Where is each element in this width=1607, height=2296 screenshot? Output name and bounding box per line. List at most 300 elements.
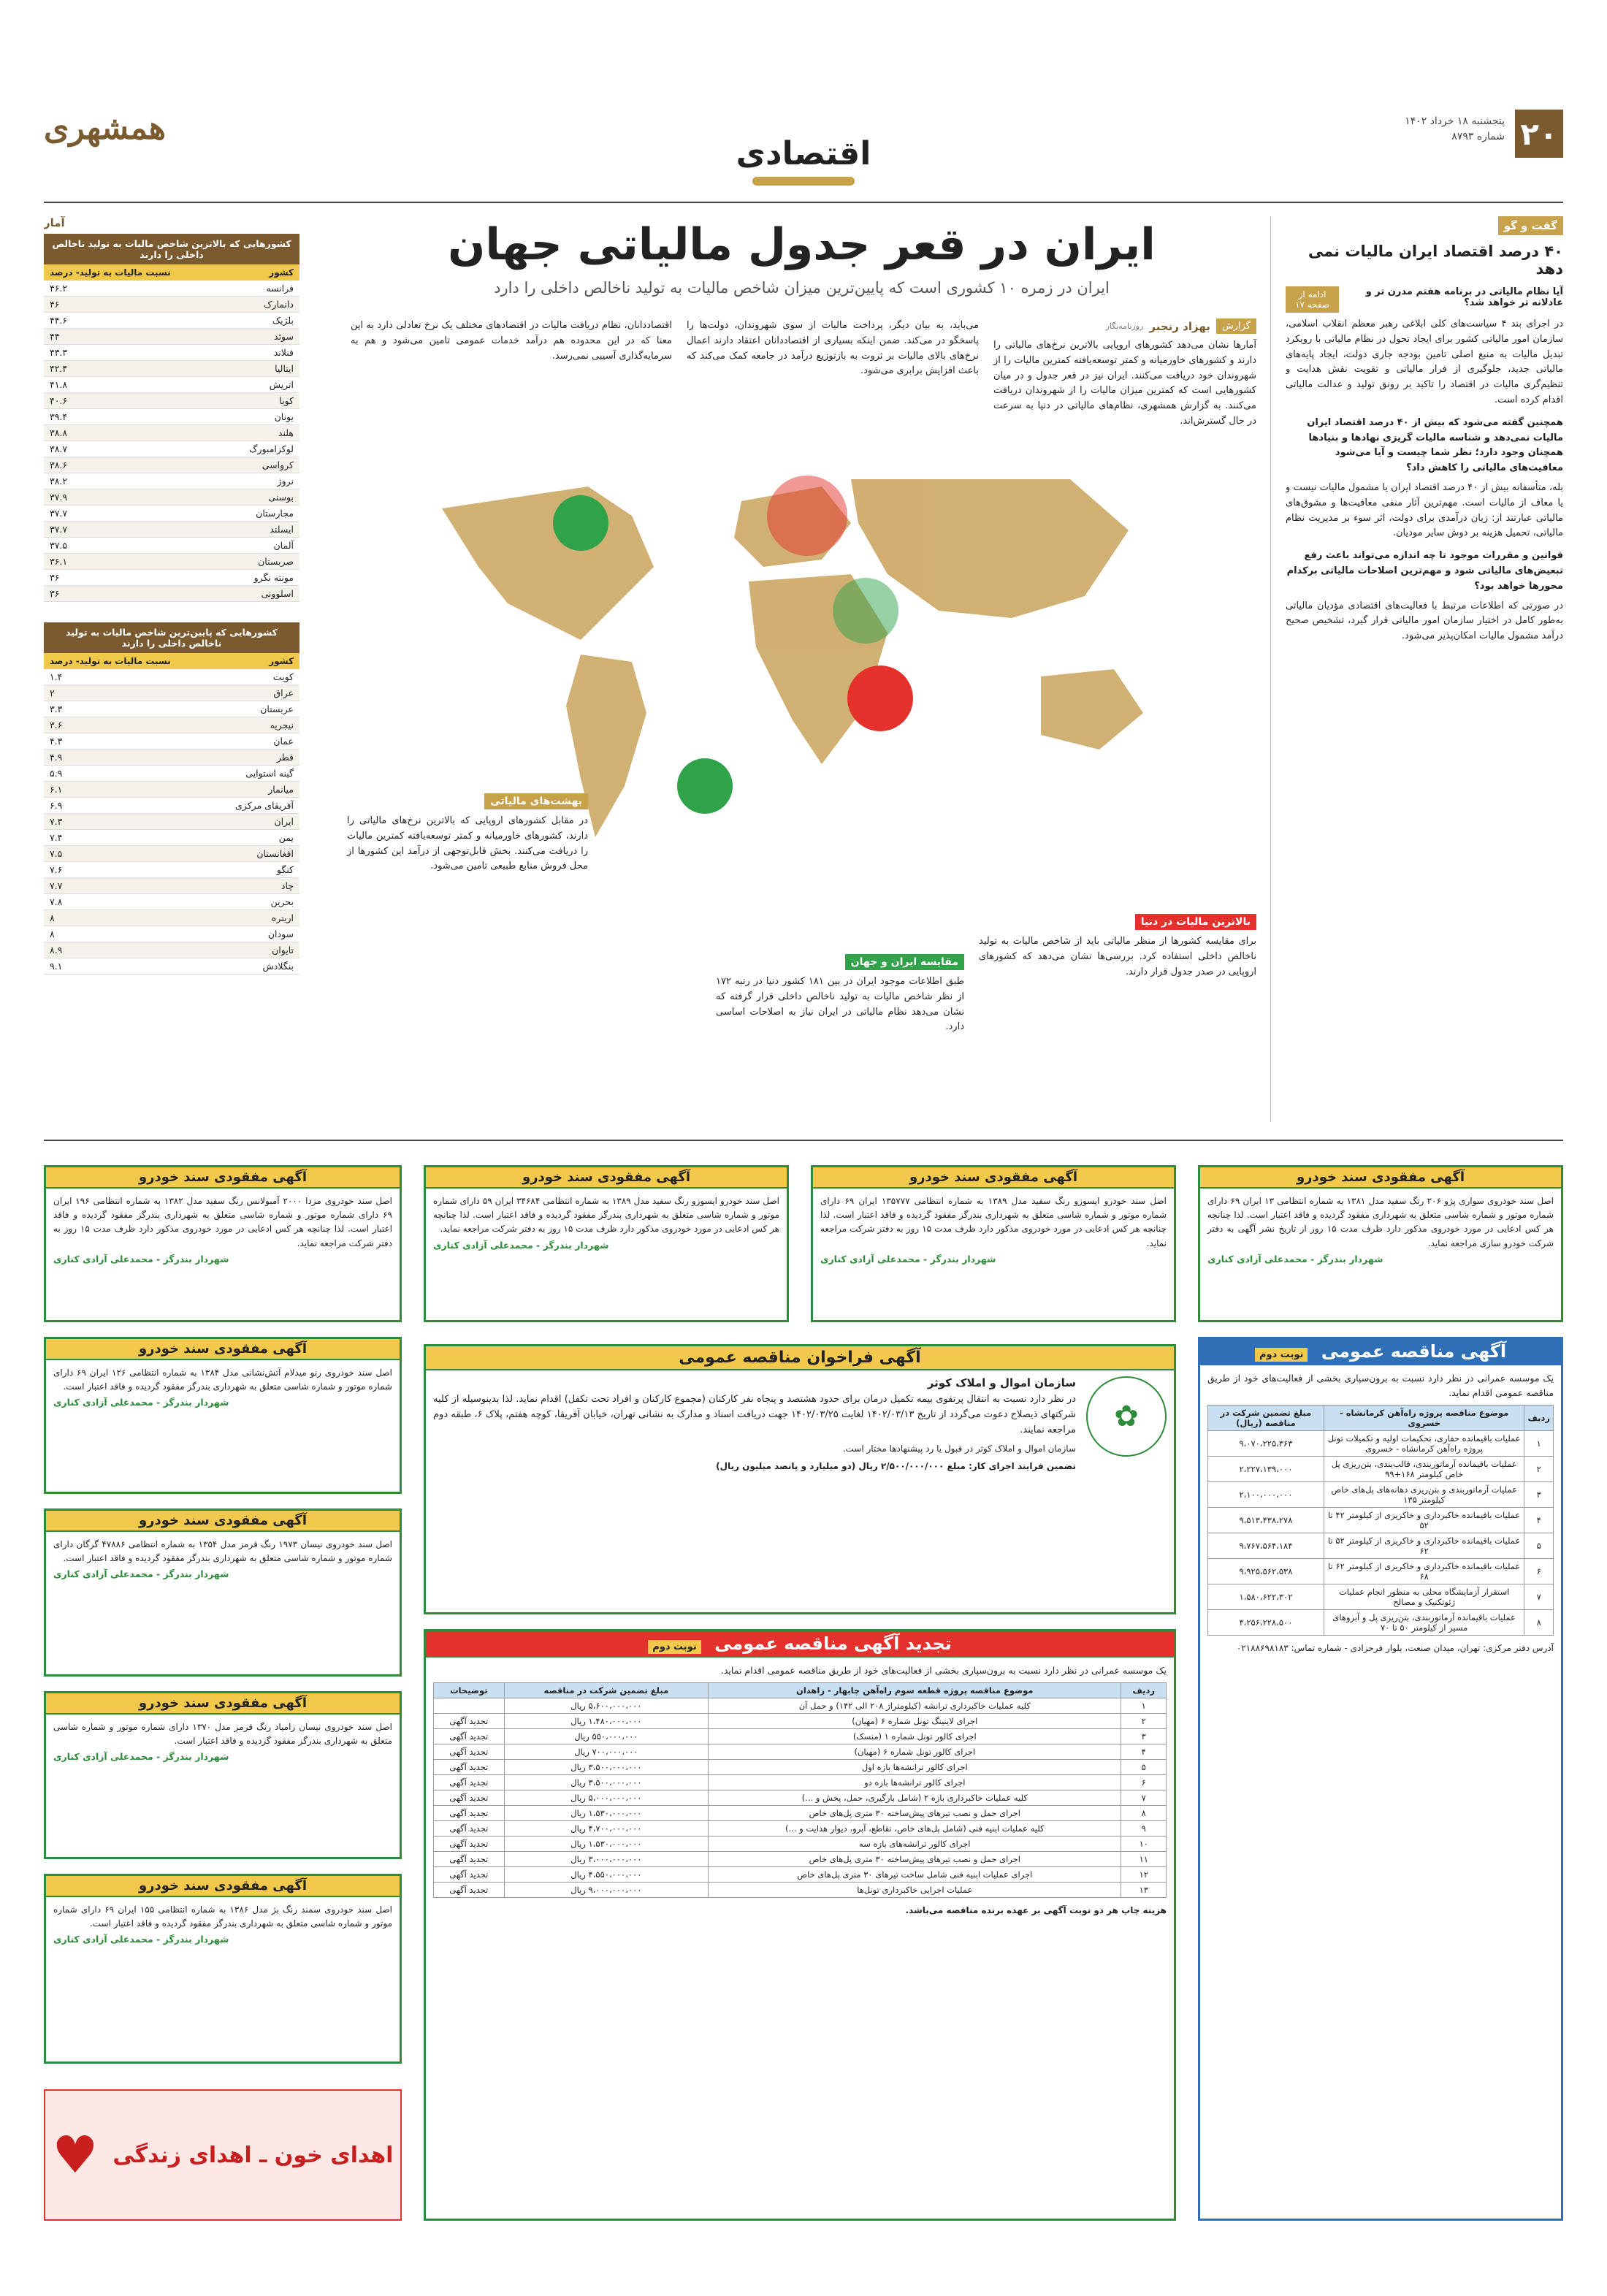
lost-doc-ad-body: اصل سند خودروی سواری پژو ۲۰۶ رنگ سفید مدل ۱۳۸۱ به شماره انتظامی ۱۳ ایران ۶۹ دارای شماره موتور و شماره شاسی متعلق به شهرداری مفقود گردیده و فاقد اعتبار است. لذا چنانچه هر کس ادعایی در مورد خودروی مذکور دارد ظرف مدت ۱۵ روز از تاریخ نشر آگهی به دفتر شرکت خودرو سازی مراجعه نماید. (1207, 1196, 1554, 1248)
tender-call-title: آگهی فراخوان مناقصه عمومی (426, 1346, 1174, 1370)
table-cell: ۸ (1524, 1610, 1554, 1636)
table-cell: ۹،۷۶۷،۵۶۴،۱۸۴ (1208, 1533, 1324, 1559)
table-row (44, 750, 299, 766)
table-header-cell: ردیف (1524, 1406, 1554, 1431)
table-row (44, 570, 299, 586)
table-row (44, 313, 299, 329)
page-header (44, 110, 1563, 175)
table-row (44, 425, 299, 441)
tender-call-body: در نظر دارد نسبت به انتقال پرتفوی بیمه تکمیل درمان برای حدود هشتصد و پنجاه نفر کارکنان (مجموع کارکنان و افراد تحت تکفل) اقدام نماید. لذا بدینوسیله از کلیه شرکتهای ذیصلاح دعوت می‌گردد از تاریخ ۱۴۰۲/۰۳/۱۳ لغایت ۱۴۰۲/۰۳/۲۵ جهت دریافت اسناد و مدارک به نشانی تهران، خیابان آفریقا، کوچه هفتم، پلاک ۶، طبقه دوم مراجعه نمایند. (433, 1394, 1076, 1435)
table-high-title: کشورهایی که بالاترین شاخص مالیات به تولید ناخالص داخلی را دارند (44, 234, 299, 264)
opinion-title: ۴۰ درصد اقتصاد ایران مالیات نمی دهد (1308, 243, 1563, 278)
lost-doc-ad-title: آگهی مفقودی سند خودرو (46, 1339, 400, 1360)
table-row (44, 878, 299, 894)
tax-ratio: ۳۷.۷ (50, 524, 68, 535)
blood-donation-text: اهدای خون ـ اهدای زندگی (112, 2142, 394, 2168)
table-row (44, 910, 299, 926)
country-name: نیجریه (270, 720, 294, 731)
country-name: کویت (272, 671, 294, 682)
lost-doc-ad-signature: شهردار بندرگز - محمدعلی آزادی کناری (433, 1239, 609, 1251)
callout-top-tax (979, 914, 1256, 980)
header-divider (44, 202, 1563, 203)
lost-doc-ad-body: اصل سند خودروی نیسان زامیاد رنگ قرمز مدل ۱۳۷۰ دارای شماره موتور و شماره شاسی متعلق به شهرداری بندرگز مفقود گردیده و فاقد اعتبار است. (53, 1722, 392, 1747)
tax-ratio: ۳۸.۷ (50, 443, 68, 454)
opinion-text-3: در صورتی که اطلاعات مرتبط با فعالیت‌های اقتصادی مؤدیان مالیاتی به‌طور کامل در اختیار سازمان امور مالیاتی قرار گیرد، تشخیص صحیح درآمد مشمول مالیات امکان‌پذیر می‌شود. (1286, 600, 1563, 642)
tender-right-intro: یک موسسه عمرانی در نظر دارد نسبت به برون‌سپاری بخشی از فعالیت‌های خود از طریق مناقصه عمومی اقدام نماید. (1207, 1373, 1554, 1398)
table-row (44, 473, 299, 489)
country-name: تایوان (272, 945, 294, 956)
country-name: بوسنی (268, 492, 294, 503)
country-name: یونان (274, 411, 294, 422)
table-cell: عملیات باقیمانده آرماتوربندی، بتن‌ریزی پل و آبروهای مسیر از کیلومتر ۵۰ تا ۷۰ (1324, 1610, 1524, 1636)
author-role: روزنامه‌نگار (1105, 321, 1144, 331)
country-name: عراق (273, 687, 294, 698)
tax-ratio: ۵.۹ (50, 768, 63, 779)
table-row (44, 798, 299, 814)
table-row (434, 1790, 1167, 1806)
tax-ratio: ۹.۱ (50, 961, 63, 972)
tax-ratio: ۳۸.۶ (50, 459, 68, 470)
table-row (434, 1867, 1167, 1883)
tax-ratio: ۷.۷ (50, 880, 63, 891)
tender-right-title (1200, 1339, 1561, 1365)
lost-doc-ad-title: آگهی مفقودی سند خودرو (1200, 1167, 1561, 1189)
table-row (434, 1714, 1167, 1729)
tender-right-footer: آدرس دفتر مرکزی: تهران، میدان صنعت، بلوار فرحزادی - شماره تماس: ۰۲۱۸۸۶۹۸۱۸۳ (1236, 1643, 1554, 1653)
table-header-cell: ردیف (1121, 1683, 1167, 1698)
article-title: ایران در قعر جدول مالیاتی جهان (448, 219, 1156, 270)
middle-east-highlight (833, 578, 898, 644)
tax-ratio: ۴۱.۸ (50, 379, 68, 390)
col-country: کشور (269, 656, 294, 666)
table-cell: اجرای حمل و نصب تیرهای پیش‌ساخته ۳۰ متری پل‌های خاص (709, 1806, 1121, 1821)
lost-doc-ad (44, 1691, 402, 1859)
opinion-label: گفت و گو (1498, 216, 1563, 235)
tax-ratio: ۴۴.۶ (50, 315, 68, 326)
table-cell: ۵۵۰،۰۰۰،۰۰۰ ریال (504, 1729, 708, 1744)
table-row (44, 281, 299, 297)
country-name: هلند (278, 427, 294, 438)
table-row (44, 958, 299, 975)
main-article (347, 216, 1256, 1122)
tender-right-badge: نوبت دوم (1255, 1348, 1308, 1362)
tax-ratio: ۳.۶ (50, 720, 63, 731)
table-cell: ۲،۲۲۷،۱۳۹،۰۰۰ (1208, 1457, 1324, 1482)
table-cell: تجدید آگهی (434, 1714, 505, 1729)
tax-ratio: ۳۷.۹ (50, 492, 68, 503)
table-row (44, 345, 299, 361)
table-cell: ۶ (1121, 1775, 1167, 1790)
col-country: کشور (269, 267, 294, 278)
table-header-cell: توضیحات (434, 1683, 505, 1698)
country-name: اتریش (269, 379, 294, 390)
lost-doc-ad-signature: شهردار بندرگز - محمدعلی آزادی کناری (53, 1253, 229, 1265)
table-cell: ۴ (1524, 1508, 1554, 1533)
table-high-header (44, 264, 299, 281)
table-cell: تجدید آگهی (434, 1821, 505, 1837)
table-row (44, 894, 299, 910)
table-cell: تجدید آگهی (434, 1744, 505, 1760)
table-cell: ۳ (1524, 1482, 1554, 1508)
country-name: اسلوونی (261, 588, 294, 599)
table-header-cell: موضوع مناقصه پروژه قطعه سوم راه‌آهن چابهار - زاهدان (709, 1683, 1121, 1698)
table-cell: ۱۳ (1121, 1883, 1167, 1898)
table-cell: اجرای لاینینگ تونل شماره ۶ (مهیان) (709, 1714, 1121, 1729)
table-cell: عملیات آرماتوربندی و بتن‌ریزی دهانه‌های پل‌های خاص کیلومتر ۱۳۵ (1324, 1482, 1524, 1508)
table-row (44, 782, 299, 798)
table-cell: تجدید آگهی (434, 1790, 505, 1806)
date-line (1405, 114, 1505, 145)
table-cell: تجدید آگهی (434, 1837, 505, 1852)
tax-ratio: ۷.۵ (50, 848, 63, 859)
table-row (44, 926, 299, 942)
table-row (44, 830, 299, 846)
table-cell: اجرای کالور تونل شماره ۱ (منسک) (709, 1729, 1121, 1744)
table-row (44, 489, 299, 506)
iran-coin-icon (677, 758, 733, 814)
country-name: آلمان (273, 540, 294, 551)
country-name: کنگو (276, 864, 294, 875)
tax-ratio: ۸ (50, 928, 55, 939)
tax-ratio: ۳۸.۸ (50, 427, 68, 438)
tender-call-ad (424, 1344, 1176, 1614)
table-row (44, 457, 299, 473)
table-cell: ۱۲ (1121, 1867, 1167, 1883)
table-row (1208, 1482, 1554, 1508)
country-name: کرواسی (262, 459, 294, 470)
table-cell: ۱ (1121, 1698, 1167, 1714)
lost-doc-ad (44, 1509, 402, 1677)
table-row (44, 862, 299, 878)
tax-ratio: ۶.۱ (50, 784, 63, 795)
table-cell: عملیات باقیمانده آرماتوربندی، قالب‌بندی، بتن‌ریزی پل خاص کیلومتر ۱۶۸+۹۹ (1324, 1457, 1524, 1482)
continue-link[interactable]: ادامه از صفحه ۱۷ (1286, 286, 1339, 313)
table-row (434, 1821, 1167, 1837)
table-cell: ۲ (1121, 1714, 1167, 1729)
table-cell: ۴،۲۵۶،۲۲۸،۵۰۰ (1208, 1610, 1324, 1636)
tender-right-ad (1198, 1337, 1563, 2221)
table-cell: ۲،۱۰۰،۰۰۰،۰۰۰ (1208, 1482, 1324, 1508)
table-cell: ۳ (1121, 1729, 1167, 1744)
table-row (434, 1806, 1167, 1821)
table-row (434, 1837, 1167, 1852)
table-row (44, 814, 299, 830)
lost-doc-ad-title: آگهی مفقودی سند خودرو (813, 1167, 1174, 1189)
callout-tax-havens-title: بهشت‌های مالیاتی (484, 793, 588, 809)
country-name: فرانسه (266, 283, 294, 294)
blood-donation-ad (44, 2089, 402, 2221)
tax-ratio: ۱.۴ (50, 671, 63, 682)
table-cell: ۹،۵۱۳،۴۳۸،۲۷۸ (1208, 1508, 1324, 1533)
lost-doc-ad-body: اصل سند خودروی سمند رنگ بژ مدل ۱۳۸۶ به شماره انتظامی ۱۵۵ ایران ۶۹ دارای شماره موتور و شماره شاسی متعلق به شهرداری بندرگز مفقود گردیده و فاقد اعتبار است. (53, 1904, 392, 1929)
lost-doc-ad-title: آگهی مفقودی سند خودرو (46, 1167, 400, 1189)
tax-ratio: ۴۳.۳ (50, 347, 68, 358)
table-row (44, 669, 299, 685)
opinion-text-2: بله، متأسفانه بیش از ۴۰ درصد اقتصاد ایران یا مشمول مالیات نیست و یا معاف از مالیات است. مهم‌ترین آثار منفی معافیت‌ها و مشوق‌های مالیاتی عبارتند از: زیان درآمدی برای دولت، اثر سوء بر مدیریت نظام مالیاتی، تحمیل هزینه بر دوش سایر مودیان. (1286, 481, 1563, 539)
table-cell: کلیه عملیات خاکبرداری بازه ۲ (شامل بارگیری، حمل، پخش و ...) (709, 1790, 1121, 1806)
lost-doc-ad-body: اصل سند خودروی نیسان ۱۹۷۳ رنگ قرمز مدل ۱۳۵۴ به شماره انتظامی ۴۷۸۸۶ گرگان دارای شماره موتور و شماره شاسی متعلق به شهرداری بندرگز مفقود گردیده و فاقد اعتبار است. (53, 1539, 393, 1564)
table-cell: عملیات باقیمانده حفاری، تحکیمات اولیه و تکمیلات تونل پروژه راه‌آهن کرمانشاه - خسروی (1324, 1431, 1524, 1457)
table-cell: تجدید آگهی (434, 1883, 505, 1898)
lost-doc-ad-signature: شهردار بندرگز - محمدعلی آزادی کناری (53, 1934, 229, 1945)
lost-doc-ad (811, 1165, 1176, 1322)
table-row (44, 766, 299, 782)
tax-ratio: ۴۴ (50, 331, 60, 342)
section-title: اقتصادی (736, 135, 871, 172)
table-cell: ۱ (1524, 1431, 1554, 1457)
tax-ratio: ۴۰.۶ (50, 395, 68, 406)
table-cell: ۴،۷۰۰،۰۰۰،۰۰۰ ریال (504, 1821, 708, 1837)
country-name: نروژ (277, 476, 294, 487)
tax-ratio: ۴.۳ (50, 736, 63, 747)
country-name: ایران (274, 816, 294, 827)
table-low-body (44, 669, 299, 975)
table-cell: ۵ (1121, 1760, 1167, 1775)
section-underline (752, 177, 855, 186)
paper-logo: همشهری (44, 110, 166, 147)
green-coin-icon (553, 495, 608, 551)
table-cell: عملیات باقیمانده خاکبرداری و خاکریزی از کیلومتر ۴۲ تا ۵۲ (1324, 1508, 1524, 1533)
table-cell: ۱،۴۸۰،۰۰۰،۰۰۰ ریال (504, 1714, 708, 1729)
table-cell: ۱۰ (1121, 1837, 1167, 1852)
country-name: اریتره (271, 912, 294, 923)
tender-renewal-intro: یک موسسه عمرانی در نظر دارد نسبت به برون‌سپاری بخشی از فعالیت‌های خود از طریق مناقصه عمومی اقدام نماید. (720, 1665, 1167, 1676)
country-name: یمن (278, 832, 294, 843)
table-header-cell: مبلغ تضمین شرکت در مناقصه (504, 1683, 708, 1698)
table-cell (434, 1698, 505, 1714)
tax-ratio: ۳۷.۷ (50, 508, 68, 519)
table-row (434, 1729, 1167, 1744)
tax-ratio: ۷.۶ (50, 864, 63, 875)
article-body-3: اقتصاددانان، نظام دریافت مالیات در اقتصادهای مختلف یک نرخ تعادلی دارد به این معنا که در این محدوده هم درآمد خدمات عمومی تامین می‌شود و هم به سرمایه‌گذاری آسیبی نمی‌رسد. (351, 320, 672, 362)
table-cell: ۹،۰۷۰،۲۲۵،۳۶۳ (1208, 1431, 1324, 1457)
table-row (44, 393, 299, 409)
table-row (1208, 1610, 1554, 1636)
lost-doc-ad-body: اصل سند خودرو ایسوزو رنگ سفید مدل ۱۳۸۹ به شماره انتظامی ۱۳۵۷۷۷ ایران ۶۹ دارای شماره موتور و شماره شاسی متعلق به شهرداری بندرگز مفقود گردیده و فاقد اعتبار است. لذا چنانچه هر کس ادعایی در مورد خودروی مذکور دارد ظرف مدت ۱۵ روز به دفتر شرکت مراجعه نماید. (820, 1196, 1167, 1248)
table-row (44, 701, 299, 717)
tax-ratio: ۴۶ (50, 299, 60, 310)
table-cell: ۹،۰۰۰،۰۰۰،۰۰۰ ریال (504, 1883, 708, 1898)
table-cell: استقرار آزمایشگاه محلی به منظور انجام عملیات ژئوتکنیک و مصالح (1324, 1584, 1524, 1610)
country-name: بحرین (270, 896, 294, 907)
col-value: نسبت مالیات به تولید- درصد (50, 267, 171, 278)
stats-column (44, 216, 299, 1122)
table-cell: اجرای کالور ترانشه‌ها بازه دو (709, 1775, 1121, 1790)
table-row (44, 377, 299, 393)
kicker: گزارش (1216, 319, 1256, 334)
country-name: بنگلادش (262, 961, 294, 972)
table-cell: ۵،۰۰۰،۰۰۰،۰۰۰ ریال (504, 1790, 708, 1806)
lost-doc-ad-signature: شهردار بندرگز - محمدعلی آزادی کناری (820, 1253, 996, 1265)
country-name: کوبا (279, 395, 294, 406)
table-cell: عملیات اجرایی خاکبرداری تونل‌ها (709, 1883, 1121, 1898)
tax-ratio: ۷.۴ (50, 832, 63, 843)
tender-renewal-table (433, 1682, 1167, 1898)
lost-doc-ad (1198, 1165, 1563, 1322)
tax-ratio: ۴۶.۲ (50, 283, 68, 294)
table-row (44, 441, 299, 457)
tax-ratio: ۳۸.۲ (50, 476, 68, 487)
opinion-question-3: قوانین و مقررات موجود تا چه اندازه می‌تواند باعث رفع تبعیض‌های مالیاتی شود و مهم‌ترین اصلاحات مالیاتی برکدام محورها خواهد بود؟ (1286, 550, 1563, 592)
callout-iran (716, 954, 964, 1035)
tax-ratio: ۶.۹ (50, 800, 63, 811)
page-number: ۲۰ (1515, 110, 1563, 158)
table-row (44, 846, 299, 862)
opinion-column (1286, 216, 1563, 1107)
table-row (434, 1883, 1167, 1898)
table-cell: ۴،۵۵۰،۰۰۰،۰۰۰ ریال (504, 1867, 708, 1883)
table-cell: ۸ (1121, 1806, 1167, 1821)
article-body-2: می‌باید، به بیان دیگر، پرداخت مالیات از سوی شهروندان، دولت‌ها را پاسخگو در می‌کند. ضمن اینکه بسیاری از اقتصاددانان اعتقاد دارند اعمال نرخ‌های بالای مالیات بر ثروت به بازتوزیع درآمد در جامعه کمک می‌کند که باعث افزایش برابری می‌شود. (687, 320, 979, 377)
lost-doc-ad (424, 1165, 789, 1322)
table-cell: ۵ (1524, 1533, 1554, 1559)
table-cell: ۹ (1121, 1821, 1167, 1837)
country-name: افغانستان (256, 848, 294, 859)
tax-ratio: ۷.۸ (50, 896, 63, 907)
country-name: ایسلند (270, 524, 294, 535)
country-name: میانمار (268, 784, 294, 795)
country-name: ایتالیا (275, 363, 294, 374)
table-header-cell: موضوع مناقصه پروژه راه‌آهن کرمانشاه - خسروی (1324, 1406, 1524, 1431)
table-cell: تجدید آگهی (434, 1760, 505, 1775)
callout-iran-text: طبق اطلاعات موجود ایران در بین ۱۸۱ کشور دنیا در رتبه ۱۷۲ از نظر شاخص مالیات به تولید ناخالص داخلی قرار گرفته که نشان می‌دهد نظام مالیاتی در ایران نیاز به اصلاحات اساسی دارد. (716, 976, 964, 1033)
table-cell: اجرای حمل و نصب تیرهای پیش‌ساخته ۳۰ متری پل‌های خاص (709, 1852, 1121, 1867)
ads-divider (44, 1140, 1563, 1141)
table-cell: ۱،۵۳۰،۰۰۰،۰۰۰ ریال (504, 1806, 708, 1821)
callout-top-tax-text: برای مقایسه کشورها از منظر مالیاتی باید از شاخص مالیات به تولید ناخالص داخلی استفاده کرد. بررسی‌ها نشان می‌دهد که کشورهای اروپایی در صدر جدول قرار دارند. (979, 936, 1256, 977)
country-name: قطر (276, 752, 294, 763)
lost-doc-ad (44, 1337, 402, 1494)
table-cell: کلیه عملیات خاکبرداری ترانشه (کیلومتراژ ۲۰۸ الی ۱۴۲) و حمل آن (709, 1698, 1121, 1714)
table-row (1208, 1559, 1554, 1584)
table-cell: اجرای کالور ترانشه‌ها بازه اول (709, 1760, 1121, 1775)
blood-bag-icon: ♥ (52, 2125, 99, 2185)
table-cell: تجدید آگهی (434, 1729, 505, 1744)
table-row (1208, 1457, 1554, 1482)
table-row (44, 361, 299, 377)
tender-renewal-ad (424, 1629, 1176, 2221)
table-row (44, 685, 299, 701)
lost-doc-ad-signature: شهردار بندرگز - محمدعلی آزادی کناری (53, 1568, 229, 1580)
country-name: فنلاند (273, 347, 294, 358)
table-cell: ۷ (1121, 1790, 1167, 1806)
country-name: صربستان (258, 556, 294, 567)
lost-doc-ad-title: آگهی مفقودی سند خودرو (46, 1876, 400, 1897)
tax-ratio: ۸ (50, 912, 55, 923)
table-row (434, 1698, 1167, 1714)
lost-doc-ad-signature: شهردار بندرگز - محمدعلی آزادی کناری (53, 1397, 229, 1408)
stats-label: آمار (44, 216, 65, 229)
table-high-body (44, 281, 299, 602)
tax-ratio: ۳۶ (50, 572, 60, 583)
table-cell: ۶ (1524, 1559, 1554, 1584)
table-row (44, 522, 299, 538)
table-row (434, 1775, 1167, 1790)
lost-doc-ad (44, 1874, 402, 2064)
tax-ratio: ۳۶ (50, 588, 60, 599)
table-cell: اجرای عملیات ابنیه فنی شامل ساخت تیرهای ۳۰ متری پل‌های خاص (709, 1867, 1121, 1883)
country-name: مونته نگرو (253, 572, 294, 583)
lost-doc-ad-body: اصل سند خودرو ایسوزو رنگ سفید مدل ۱۳۸۹ به شماره انتظامی ۳۴۶۸۴ ایران ۵۹ دارای شماره موتور و شماره شاسی متعلق به شهرداری بندرگز مفقود گردیده و فاقد اعتبار است. لذا چنانچه هر کس ادعایی در مورد خودروی مذکور دارد ظرف مدت ۱۵ روز به دفتر شرکت مراجعه نماید. (433, 1196, 779, 1235)
table-row (434, 1760, 1167, 1775)
table-row (44, 409, 299, 425)
lost-doc-ad-signature: شهردار بندرگز - محمدعلی آزادی کناری (1207, 1253, 1383, 1265)
country-name: چاد (280, 880, 294, 891)
callout-tax-havens-text: در مقابل کشورهای اروپایی که بالاترین نرخ‌های مالیاتی را دارند، کشورهای خاورمیانه و کمتر توسعه‌یافته کمترین مالیات را دریافت می‌کنند. بخش قابل‌توجهی از درآمد این کشورها از محل فروش منابع طبیعی تامین می‌شود. (347, 815, 588, 872)
callout-top-tax-title: بالاترین مالیات در دنیا (1135, 914, 1256, 930)
europe-highlight (767, 476, 847, 556)
table-row (44, 329, 299, 345)
callout-tax-havens (347, 793, 588, 874)
table-cell: ۷۰۰،۰۰۰،۰۰۰ ریال (504, 1744, 708, 1760)
country-name: لوکزامبورگ (249, 443, 294, 454)
table-cell: ۷ (1524, 1584, 1554, 1610)
opinion-question-1: آیا نظام مالیاتی در برنامه هفتم مدرن تر و عادلانه تر خواهد شد؟ (1365, 286, 1563, 308)
article-subtitle: ایران در زمره ۱۰ کشوری است که پایین‌ترین میزان شاخص مالیات به تولید ناخالص داخلی را دارد (494, 279, 1110, 297)
date: پنجشنبه ۱۸ خرداد ۱۴۰۲ (1405, 115, 1505, 127)
country-name: آفریقای مرکزی (235, 800, 294, 811)
table-cell: تجدید آگهی (434, 1806, 505, 1821)
table-row (44, 586, 299, 602)
table-row (434, 1744, 1167, 1760)
byline-box (993, 319, 1256, 430)
table-row (1208, 1584, 1554, 1610)
table-cell: ۲ (1524, 1457, 1554, 1482)
table-cell: ۴ (1121, 1744, 1167, 1760)
country-name: سوئد (274, 331, 294, 342)
tender-renewal-title-text: تجدید آگهی مناقصه عمومی (714, 1633, 952, 1654)
tender-renewal-badge: نوبت دوم (648, 1640, 701, 1654)
table-cell: تجدید آگهی (434, 1852, 505, 1867)
tender-call-note: سازمان اموال و املاک کوثر در قبول یا رد پیشنهادها مختار است. (842, 1443, 1076, 1454)
lost-doc-ad (44, 1165, 402, 1322)
table-row (434, 1852, 1167, 1867)
country-name: مجارستان (256, 508, 294, 519)
table-row (44, 297, 299, 313)
tender-renewal-title (426, 1631, 1174, 1658)
table-cell: ۳،۵۰۰،۰۰۰،۰۰۰ ریال (504, 1775, 708, 1790)
tax-ratio: ۴۲.۴ (50, 363, 68, 374)
table-cell: ۱،۵۸۰،۶۲۲،۳۰۲ (1208, 1584, 1324, 1610)
tax-ratio: ۳.۳ (50, 703, 63, 714)
tender-renewal-footer: هزینه چاپ هر دو نوبت آگهی بر عهده برنده مناقصه می‌باشد. (905, 1905, 1167, 1915)
table-cell: ۹،۹۲۵،۵۶۲،۵۳۸ (1208, 1559, 1324, 1584)
col-value: نسبت مالیات به تولید- درصد (50, 656, 171, 666)
tax-ratio: ۷.۳ (50, 816, 63, 827)
tax-ratio: ۳۶.۱ (50, 556, 68, 567)
column-divider (1270, 216, 1271, 1122)
table-row (1208, 1533, 1554, 1559)
opinion-question-2: همچنین گفته می‌شود که بیش از ۴۰ درصد اقتصاد ایران مالیات نمی‌دهد و شناسه مالیات گریزی نهادها و بنیادها همچنان وجود دارد؛ نظر شما چیست و آیا می‌شود معافیت‌های مالیاتی را کاهش داد؟ (1307, 416, 1563, 474)
table-cell: تجدید آگهی (434, 1867, 505, 1883)
tender-right-title-text: آگهی مناقصه عمومی (1321, 1341, 1507, 1362)
table-cell: ۳،۵۰۰،۰۰۰،۰۰۰ ریال (504, 1760, 708, 1775)
tax-ratio: ۲ (50, 687, 55, 698)
country-name: سودان (267, 928, 294, 939)
country-name: عربستان (260, 703, 294, 714)
table-cell: اجرای کالور تونل شماره ۶ (مهیان) (709, 1744, 1121, 1760)
lost-doc-ad-signature: شهردار بندرگز - محمدعلی آزادی کناری (53, 1751, 229, 1763)
table-cell: تجدید آگهی (434, 1775, 505, 1790)
table-row (44, 538, 299, 554)
lost-doc-ad-body: اصل سند خودروی رنو میدلام آتش‌نشانی مدل ۱۳۸۴ به شماره انتظامی ۱۲۶ ایران ۶۹ دارای شماره موتور و شماره شاسی متعلق به شهرداری بندرگز مفقود گردیده و فاقد اعتبار است. (53, 1368, 392, 1392)
country-name: بلژیک (272, 315, 294, 326)
country-name: دانمارک (264, 299, 294, 310)
article-body-1: آمارها نشان می‌دهد کشورهای اروپایی بالاترین نرخ‌های مالیاتی را دارند و کشورهای خاورمیانه و کمتر توسعه‌یافته کمترین مالیات را از شهروندان خود دریافت می‌کنند. ایران نیز در قعر جدول و در میان کشورهایی است که کمترین میزان مالیات را از شهروندان دریافت می‌کنند. به گزارش همشهری، نظام‌های مالیاتی در دنیا به سرعت در حال گسترش‌اند. (993, 340, 1256, 427)
table-row (44, 717, 299, 733)
table-row (1208, 1431, 1554, 1457)
table-cell: عملیات باقیمانده خاکبرداری و خاکریزی از کیلومتر ۵۲ تا ۶۲ (1324, 1533, 1524, 1559)
